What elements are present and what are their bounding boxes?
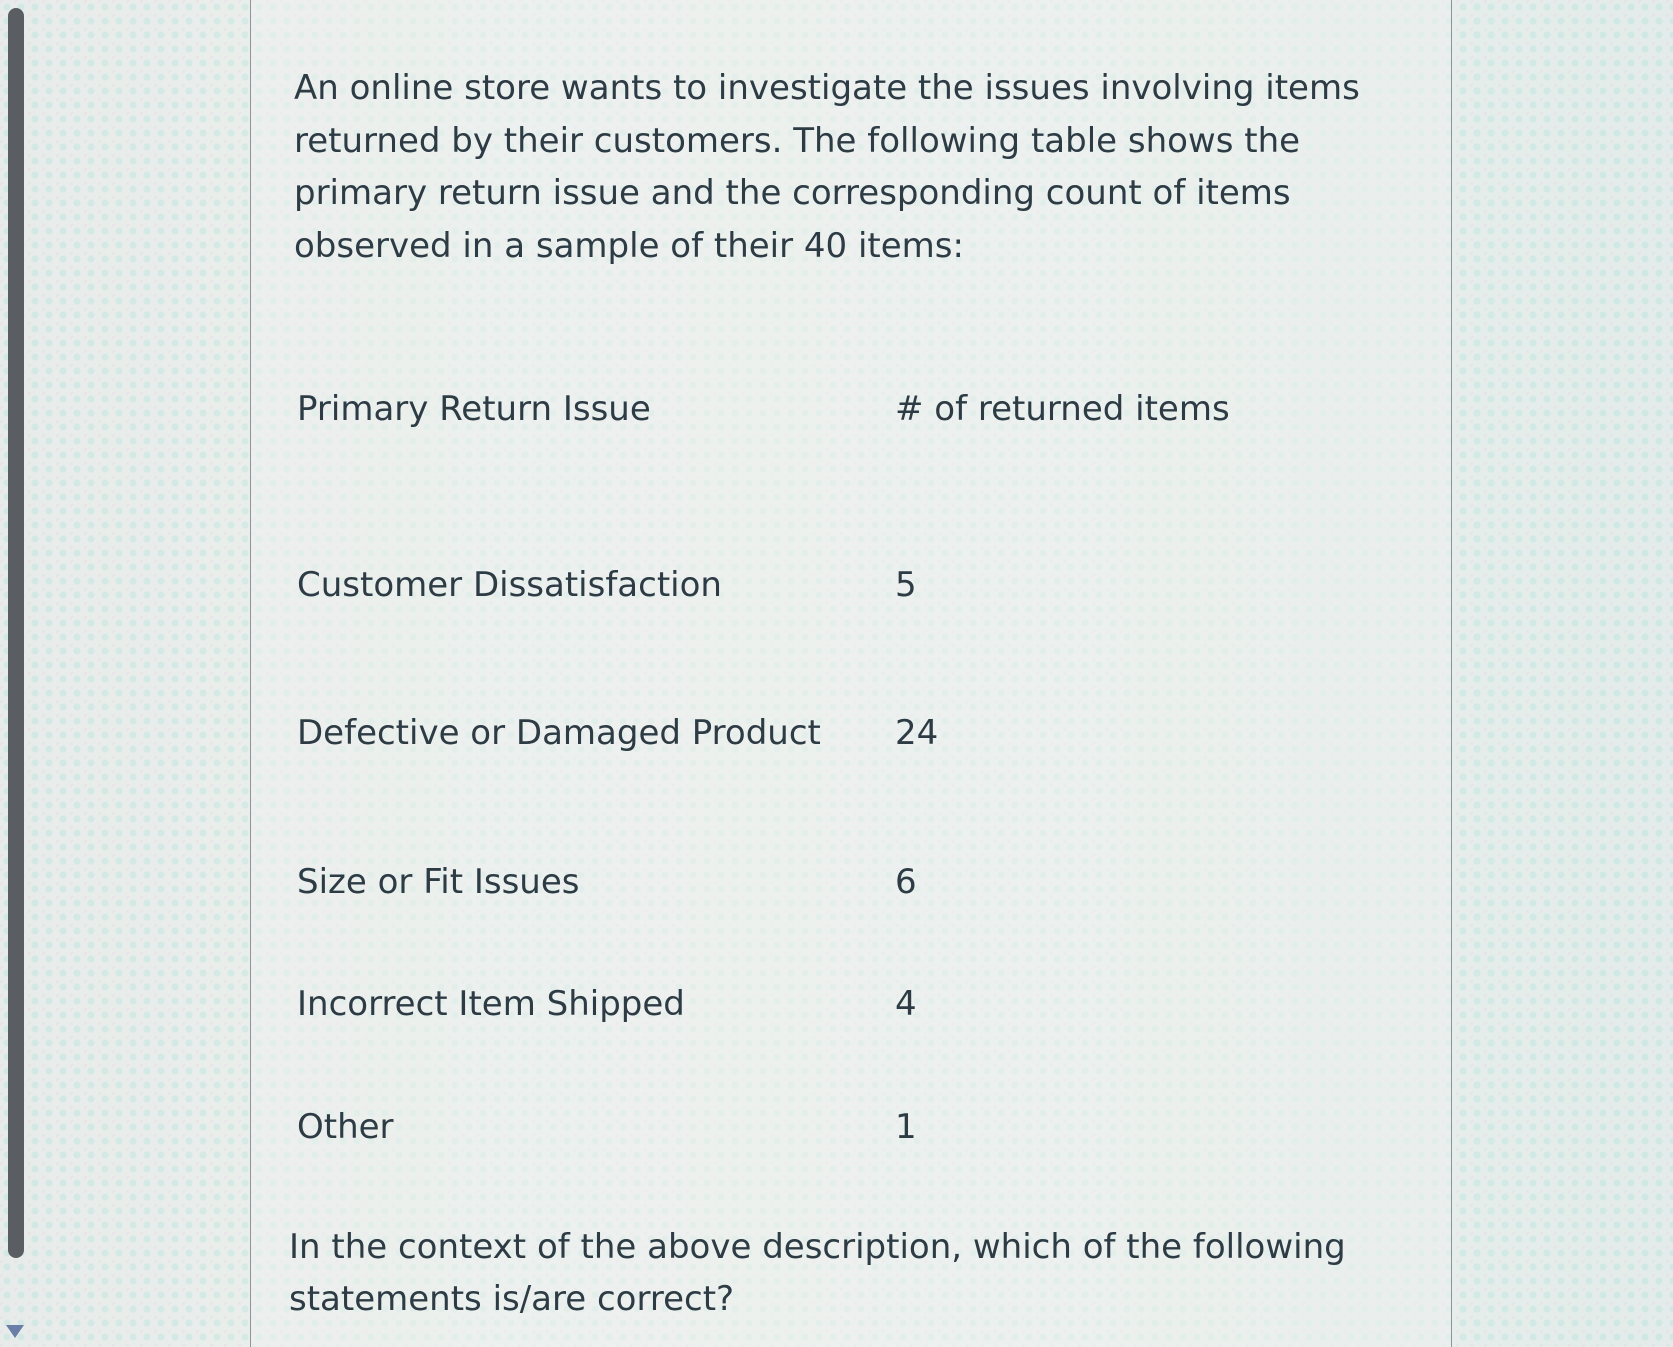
table-row-count: 4 (895, 984, 917, 1024)
table-row-issue: Other (297, 1107, 394, 1147)
scrollbar[interactable] (8, 8, 26, 1258)
return-issue-table (251, 0, 1451, 1347)
table-row-count: 1 (895, 1107, 917, 1147)
table-row-count: 5 (895, 565, 917, 605)
table-row-issue: Customer Dissatisfaction (297, 565, 722, 605)
question-prompt: In the context of the above description, which of the following statements is/are correct? (289, 1227, 1346, 1319)
table-row-count: 24 (895, 713, 939, 753)
table-row-issue: Defective or Damaged Product (297, 713, 821, 753)
question-panel (250, 0, 1452, 1347)
intro-paragraph: An online store wants to investigate the issues involving items returned by their customers. The following table shows the primary return issue and the corresponding count of items observed in a sample of their 40 items: (294, 68, 1360, 266)
table-header-count: # of returned items (895, 389, 1230, 429)
scroll-down-arrow-icon[interactable] (6, 1325, 24, 1338)
table-row-issue: Incorrect Item Shipped (297, 984, 685, 1024)
table-row-count: 6 (895, 862, 917, 902)
table-header-issue: Primary Return Issue (297, 389, 651, 429)
scrollbar-thumb[interactable] (8, 8, 24, 1258)
table-row-issue: Size or Fit Issues (297, 862, 580, 902)
